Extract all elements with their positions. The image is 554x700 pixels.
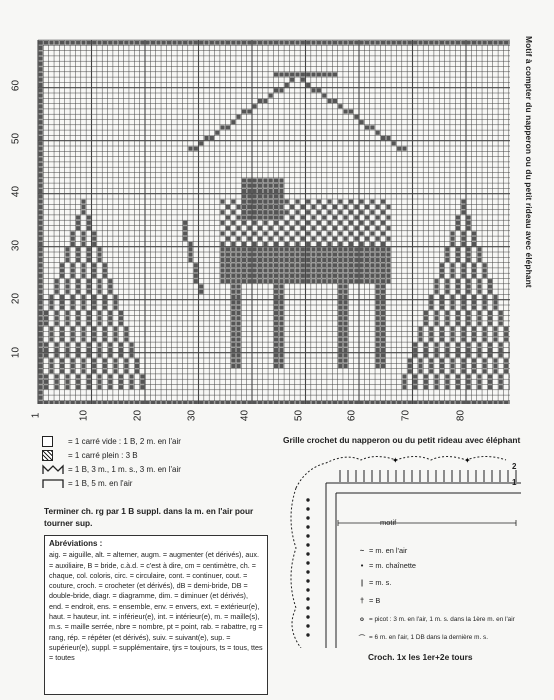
legend-label: = 1 carré vide : 1 B, 2 m. en l'air xyxy=(68,437,181,446)
x-tick-label: 60 xyxy=(346,409,358,422)
y-tick-label: 40 xyxy=(10,185,22,198)
grille-footer: Croch. 1x les 1er+2e tours xyxy=(368,652,473,662)
x-tick-label: 50 xyxy=(293,409,305,422)
grille-legend-item xyxy=(355,578,391,587)
svg-text:✦: ✦ xyxy=(464,456,471,465)
chart-title: Motif à compter du napperon ou du petit rideau avec éléphant xyxy=(524,36,534,288)
y-tick-label: 30 xyxy=(10,239,22,252)
grille-title: Grille crochet du napperon ou du petit rideau avec éléphant xyxy=(283,435,521,445)
grille-legend-item xyxy=(355,633,488,642)
empty-box-icon xyxy=(42,436,53,447)
abbreviations-title: Abréviations : xyxy=(49,539,103,548)
legend-item xyxy=(42,435,181,448)
x-tick-label: 80 xyxy=(455,409,467,422)
grille-legend-item xyxy=(355,616,515,623)
grille-legend-item xyxy=(355,561,416,570)
grille-legend-label: = m. en l'air xyxy=(369,546,408,555)
single-crochet-icon: | xyxy=(360,578,364,587)
slip-stitch-icon: • xyxy=(360,561,364,570)
grille-legend-label: = m. chaînette xyxy=(369,561,417,570)
legend-item xyxy=(42,477,181,490)
abbreviations-text: aig. = aiguille, alt. = alterner, augm. = augmenter (et dérivés), aux. = auxiliaire, B = bride, c.à.d. = c'est à dire, cm = centimètre, ch. = chaque, col. coloris, circ. = circulaire, cont. = continuer, cout. = couture, croch. = crocheter (et dérivés), dB = demi-bride, DB = double-bride, diagr. = diagramme, dim. = diminuer (et dérivés), end. = endroit, ens. = ensemble, env. = envers, ext. = extérieur(e), haut. = hauteur, int. = inférieur(e), int. = intérieur(e), m. = maille(s), m.s. = maille serrée, nbre = nombre, pt = point, rab. = rabattre, rg = rang, rép. = répéter (et dérivés), suiv. = suivant(e), sup. = supérieur(e), suppl. = supplémentaire, tjrs = toujours, ts = tous, ttes = toutes xyxy=(49,550,263,663)
motif-label: motif xyxy=(380,518,397,527)
y-tick-label: 50 xyxy=(10,132,22,145)
filet-grid xyxy=(28,36,510,404)
x-tick-label: 40 xyxy=(239,409,251,422)
row-label: 2 xyxy=(512,462,517,471)
grille-legend-label: = 6 m. en l'air, 1 DB dans la dernière m. s. xyxy=(369,634,488,641)
y-tick-label: 20 xyxy=(10,292,22,305)
y-tick-label: 60 xyxy=(10,79,22,92)
x-tick-label: 20 xyxy=(132,409,144,422)
legend-item xyxy=(42,463,181,476)
chain-icon: ~ xyxy=(359,546,365,555)
grille-legend-label: = B xyxy=(369,596,381,605)
row-label: 1 xyxy=(512,478,517,487)
grille-legend-label: = m. s. xyxy=(369,578,392,587)
grille-legend-label: = picot : 3 m. en l'air, 1 m. s. dans la 1ère m. en l'air xyxy=(369,616,515,623)
filled-box-icon xyxy=(42,450,53,461)
symbol-legend xyxy=(42,435,181,491)
y-tick-label: 10 xyxy=(10,346,22,359)
grille-legend-item xyxy=(355,546,407,555)
treble-icon: † xyxy=(359,596,365,605)
x-tick-label: 70 xyxy=(400,409,412,422)
grille-legend-item xyxy=(355,596,380,605)
arch-icon: ⌒ xyxy=(358,635,366,642)
bar-icon xyxy=(42,478,64,489)
picot-icon: o xyxy=(360,616,364,623)
svg-text:✦: ✦ xyxy=(392,456,399,465)
finishing-note: Terminer ch. rg par 1 B suppl. dans la m. en l'air pour tourner sup. xyxy=(44,506,254,528)
x-tick-label: 1 xyxy=(30,412,42,419)
x-tick-label: 30 xyxy=(186,409,198,422)
lacet-icon xyxy=(42,464,64,475)
legend-label: = 1 B, 5 m. en l'air xyxy=(68,479,133,488)
abbreviations-box xyxy=(44,535,268,695)
x-tick-label: 10 xyxy=(78,409,90,422)
filet-chart xyxy=(28,36,510,404)
legend-label: = 1 carré plein : 3 B xyxy=(68,451,138,460)
legend-item xyxy=(42,449,181,462)
legend-label: = 1 B, 3 m., 1 m. s., 3 m. en l'air xyxy=(68,465,181,474)
